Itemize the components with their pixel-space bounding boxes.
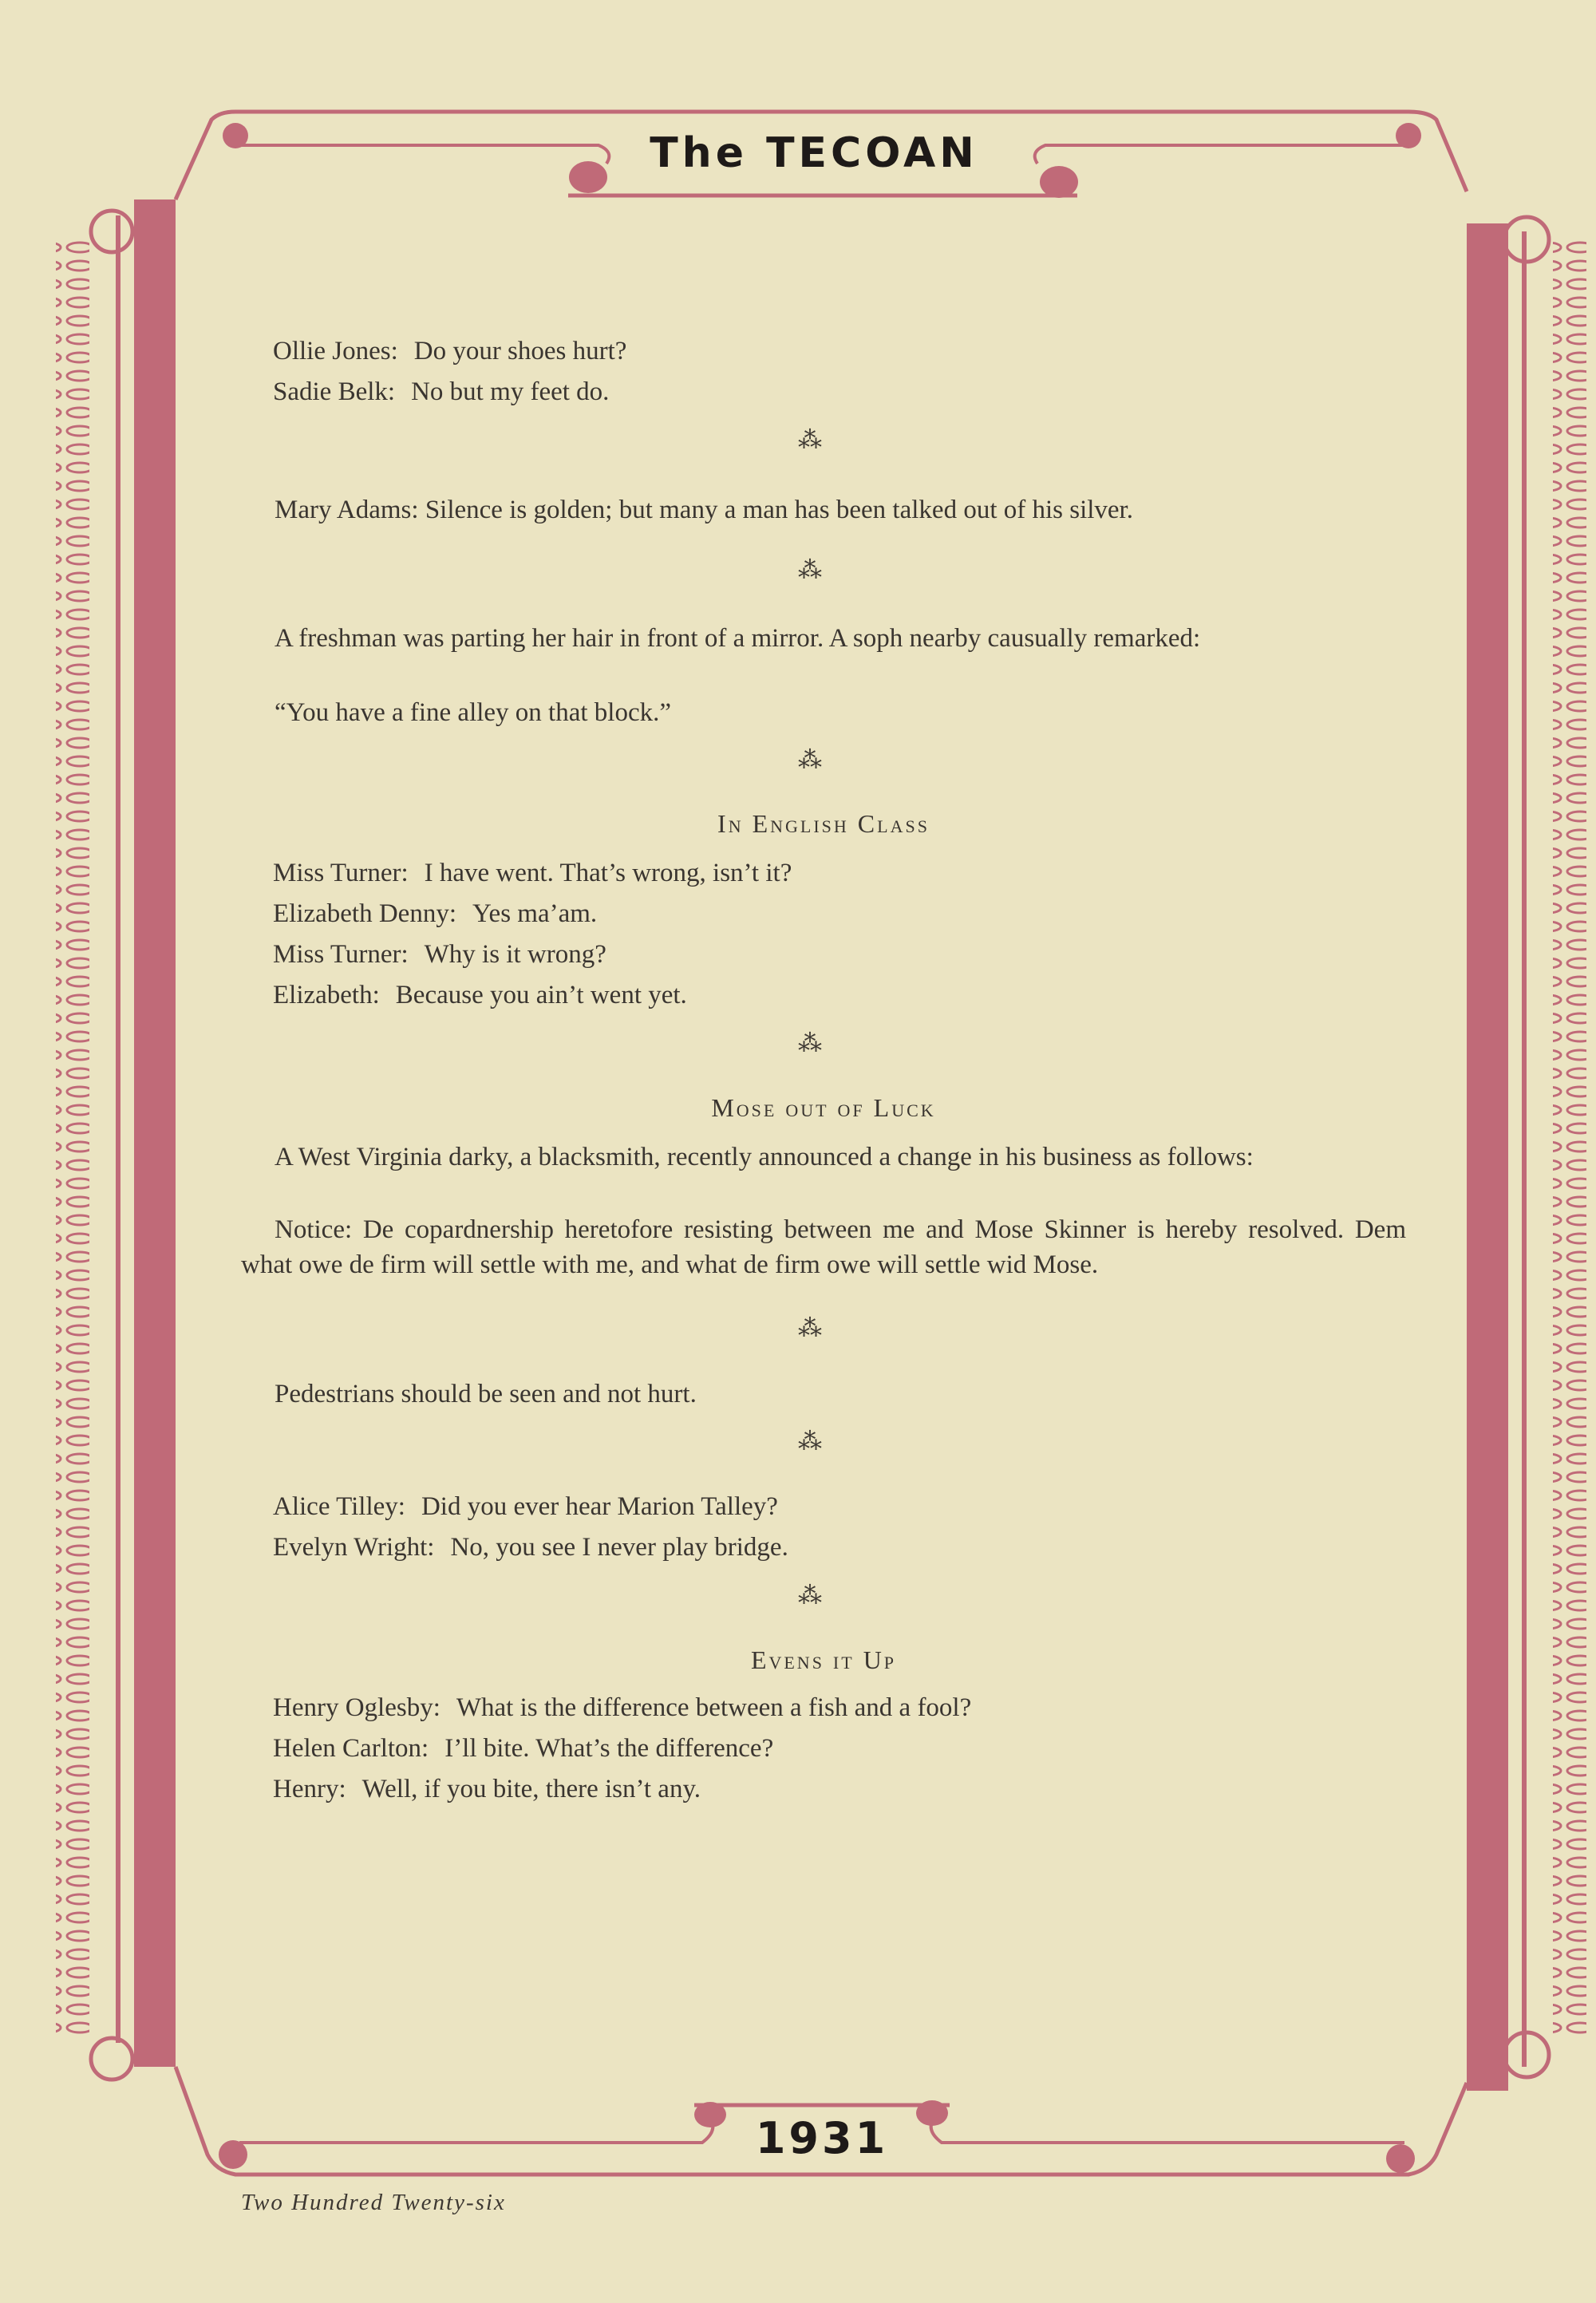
speaker: Miss Turner: [273,940,409,969]
paragraph-text: Silence is golden; but many a man has been talked out of his silver. [425,496,1133,524]
speaker: Sadie Belk: [273,377,396,406]
fleuron-divider: ⁂ [798,427,846,453]
paragraph-mose-notice: Notice: De copardnership heretofore resisting between me and Mose Skinner is hereby resolved. Dem what owe de firm will settle with me, and what de firm owe will settle wid Mose. [241,1215,1406,1279]
fleuron-divider: ⁂ [798,557,846,583]
dialogue-text: I have went. That’s wrong, isn’t it? [424,859,792,887]
speaker: Alice Tilley: [273,1492,405,1521]
dialogue-text: Did you ever hear Marion Talley? [421,1492,778,1521]
dialogue-line [273,1731,1438,1766]
dialogue-text: What is the difference between a fish and a fool? [456,1693,972,1722]
fleuron-divider: ⁂ [798,1315,846,1341]
right-coil-ornament [1553,239,1586,2035]
speaker: Henry Oglesby: [273,1693,440,1722]
right-border-bar [1467,223,1508,2091]
speaker: Henry: [273,1775,346,1803]
speaker: Elizabeth: [273,981,380,1009]
quote-freshman: “You have a fine alley on that block.” [275,698,671,727]
dialogue-line [273,1530,1438,1565]
fleuron-divider: ⁂ [798,1582,846,1609]
speaker: Elizabeth Denny: [273,899,457,928]
dialogue-text: Yes ma’am. [472,899,598,928]
dialogue-talley [273,1489,1438,1570]
dialogue-shoes [273,334,1438,415]
dialogue-text: No but my feet do. [411,377,610,406]
dialogue-evens [273,1690,1438,1812]
dialogue-line [273,937,1438,972]
yearbook-year: 1931 [755,2113,889,2163]
dialogue-text: Well, if you bite, there isn’t any. [361,1775,701,1803]
dialogue-text: Why is it wrong? [424,940,606,969]
fleuron-divider: ⁂ [798,1030,846,1057]
heading-evens: Evens it Up [750,1645,897,1674]
dialogue-line [273,374,1438,409]
dialogue-text: I’ll bite. What’s the difference? [444,1734,774,1763]
speaker: Evelyn Wright: [273,1533,435,1562]
paragraph-mose-intro: A West Virginia darky, a blacksmith, recently announced a change in his business as follows: [275,1143,1254,1171]
heading-english-class: In English Class [717,809,930,838]
left-coil-ornament [56,239,89,2035]
dialogue-text: Do your shoes hurt? [413,337,627,365]
running-title: The TECOAN [650,129,978,177]
speaker: Miss Turner: [273,859,409,887]
paragraph-pedestrians: Pedestrians should be seen and not hurt. [275,1380,697,1408]
dialogue-line [273,1772,1438,1807]
paragraph-freshman: A freshman was parting her hair in front of a mirror. A soph nearby causually remarked: [275,624,1201,653]
dialogue-text: Because you ain’t went yet. [395,981,687,1009]
page-number: Two Hundred Twenty-six [241,2190,506,2215]
fleuron-divider: ⁂ [798,1428,846,1455]
heading-mose: Mose out of Luck [711,1093,936,1122]
dialogue-line [273,896,1438,931]
fleuron-divider: ⁂ [798,747,846,773]
speaker: Ollie Jones: [273,337,398,365]
paragraph-silence [241,492,1406,527]
speaker: Mary Adams: [275,496,419,524]
left-border-bar [134,199,176,2067]
dialogue-line [273,855,1438,891]
speaker: Helen Carlton: [273,1734,429,1763]
dialogue-text: No, you see I never play bridge. [450,1533,788,1562]
dialogue-english-class [273,855,1438,1018]
dialogue-line [273,1690,1438,1725]
dialogue-line [273,334,1438,369]
dialogue-line [273,978,1438,1013]
dialogue-line [273,1489,1438,1524]
